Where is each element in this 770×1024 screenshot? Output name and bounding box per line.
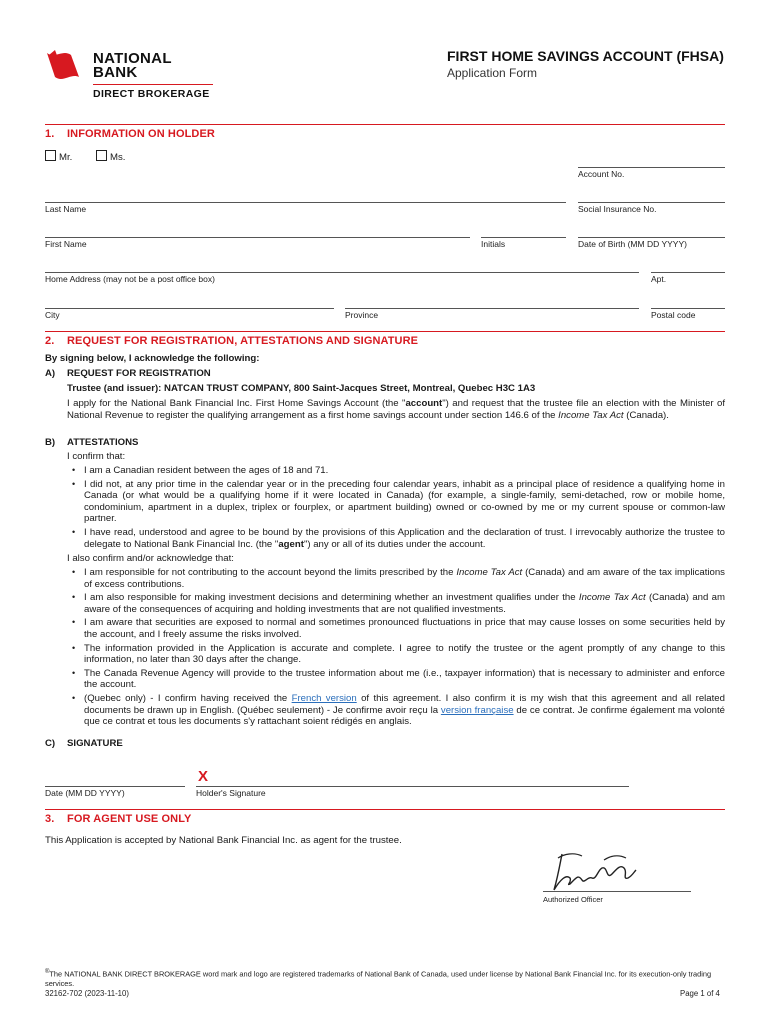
sin-label: Social Insurance No. bbox=[578, 204, 657, 214]
last-name-field[interactable] bbox=[45, 202, 566, 203]
postal-code-label: Postal code bbox=[651, 310, 696, 320]
section2-heading: 2. REQUEST FOR REGISTRATION, ATTESTATIONS AND SIGNATURE bbox=[45, 335, 419, 347]
home-address-label: Home Address (may not be a post office box) bbox=[45, 274, 215, 284]
section3-text: This Application is accepted by National Bank Financial Inc. as agent for the trustee. bbox=[45, 835, 402, 846]
section2-intro: By signing below, I acknowledge the following: bbox=[45, 353, 260, 364]
trademark-note: ®The NATIONAL BANK DIRECT BROKERAGE word mark and logo are registered trademarks of National Bank of Canada, used under license by National Bank Financial Inc. for its execution-only trading services. bbox=[45, 969, 712, 988]
account-no-label: Account No. bbox=[578, 169, 625, 179]
item-b-letter: B) bbox=[45, 437, 56, 448]
province-label: Province bbox=[345, 310, 379, 320]
dob-label: Date of Birth (MM DD YYYY) bbox=[578, 239, 687, 249]
officer-signature-image bbox=[548, 850, 638, 895]
section3-rule bbox=[45, 809, 725, 810]
also-intro: I also confirm and/or acknowledge that: bbox=[67, 553, 234, 564]
list-item: • I am also responsible for making investment decisions and determining whether an investment qualifies under the Income Tax Act (Canada) and am aware of the consequences of acquiring and holding investments that are not qualified investments. bbox=[67, 592, 725, 615]
item-a-title: REQUEST FOR REGISTRATION bbox=[67, 368, 211, 379]
sin-field[interactable] bbox=[578, 202, 725, 203]
attestations-list-1 bbox=[67, 465, 725, 552]
logo-subline: DIRECT BROKERAGE bbox=[93, 88, 210, 100]
province-field[interactable] bbox=[345, 308, 639, 309]
list-item: • I did not, at any prior time in the calendar year or in the preceding four calendar years, inhabit as a principal place of residence a qualifying home in Canada (or what would be a qualifying home if it were located in Canada) (for example, a single-family, semi-detached, row or mobile home, condominium, apartment in a duplex, triplex or fourplex, or apartment building) owned or co-owned by me or my current spouse or common-law partner. bbox=[67, 479, 725, 525]
first-name-label: First Name bbox=[45, 239, 87, 249]
list-item: • I am aware that securities are exposed to normal and sometimes pronounced fluctuations in price that may cause losses on some securities held by the account, and I freely assume the risks involved. bbox=[67, 617, 725, 640]
initials-label: Initials bbox=[481, 239, 506, 249]
date-label: Date (MM DD YYYY) bbox=[45, 788, 125, 798]
account-no-field[interactable] bbox=[578, 167, 725, 168]
form-title: FIRST HOME SAVINGS ACCOUNT (FHSA) bbox=[447, 48, 724, 64]
section3-heading: 3. FOR AGENT USE ONLY bbox=[45, 813, 192, 825]
bank-name-line1: NATIONAL bbox=[93, 50, 172, 67]
section1-heading: 1. INFORMATION ON HOLDER bbox=[45, 128, 215, 140]
bank-flag-icon bbox=[45, 47, 85, 85]
logo-divider bbox=[93, 84, 213, 85]
list-item: • The Canada Revenue Agency will provide to the trustee information about me (i.e., taxpayer information) that is necessary to administer and enforce the account. bbox=[67, 668, 725, 691]
holder-signature-label: Holder's Signature bbox=[196, 788, 266, 798]
apt-field[interactable] bbox=[651, 272, 725, 273]
confirm-intro: I confirm that: bbox=[67, 451, 126, 462]
dob-field[interactable] bbox=[578, 237, 725, 238]
initials-field[interactable] bbox=[481, 237, 566, 238]
signature-x-mark: X bbox=[198, 768, 209, 785]
city-label: City bbox=[45, 310, 60, 320]
city-field[interactable] bbox=[45, 308, 334, 309]
date-field[interactable] bbox=[45, 786, 185, 787]
item-c-title: SIGNATURE bbox=[67, 738, 123, 749]
item-c-letter: C) bbox=[45, 738, 56, 749]
trustee-line: Trustee (and issuer): NATCAN TRUST COMPANY, 800 Saint-Jacques Street, Montreal, Quebec H3C 1A3 bbox=[67, 383, 536, 394]
ms-checkbox[interactable] bbox=[96, 150, 107, 161]
section2-rule bbox=[45, 331, 725, 332]
title-mr-option[interactable] bbox=[45, 150, 72, 163]
postal-code-field[interactable] bbox=[651, 308, 725, 309]
version-francaise-link[interactable]: version française bbox=[440, 704, 514, 716]
holder-signature-field[interactable] bbox=[196, 786, 629, 787]
first-name-field[interactable] bbox=[45, 237, 470, 238]
home-address-field[interactable] bbox=[45, 272, 639, 273]
french-version-link[interactable]: French version bbox=[291, 692, 357, 704]
ms-label: Ms. bbox=[110, 152, 126, 163]
item-a-letter: A) bbox=[45, 368, 56, 379]
last-name-label: Last Name bbox=[45, 204, 87, 214]
title-ms-option[interactable] bbox=[96, 150, 125, 163]
item-b-title: ATTESTATIONS bbox=[67, 437, 139, 448]
logo bbox=[45, 47, 215, 105]
list-item: • The information provided in the Application is accurate and complete. I agree to notify the trustee or the agent promptly of any change to this information, no later than 30 days after the change. bbox=[67, 643, 725, 666]
officer-label: Authorized Officer bbox=[543, 895, 603, 904]
apt-label: Apt. bbox=[651, 274, 667, 284]
list-item: • I am a Canadian resident between the ages of 18 and 71. bbox=[67, 465, 725, 477]
item-a-text: I apply for the National Bank Financial Inc. First Home Savings Account (the "account") and request that the trustee file an election with the Minister of National Revenue to register the qualifying arrangement as a first home savings account under section 146.6 of the Income Tax Act (Canada). bbox=[67, 398, 725, 421]
list-item: • I am responsible for not contributing to the account beyond the limits prescribed by the Income Tax Act (Canada) and am aware of the tax implications of excess contributions. bbox=[67, 567, 725, 590]
form-subtitle: Application Form bbox=[447, 66, 538, 80]
mr-checkbox[interactable] bbox=[45, 150, 56, 161]
form-code: 32162-702 (2023-11-10) bbox=[45, 989, 129, 998]
section1-rule bbox=[45, 124, 725, 125]
officer-signature-field[interactable] bbox=[543, 891, 691, 892]
list-item: • I have read, understood and agree to be bound by the provisions of this Application and the declaration of trust. I irrevocably authorize the trustee to delegate to National Bank Financial Inc. (the "agent") any or all of its duties under the account. bbox=[67, 527, 725, 550]
mr-label: Mr. bbox=[59, 152, 73, 163]
list-item: • (Quebec only) - I confirm having received the French version of this agreement. I also confirm it is my wish that this agreement and all related documents be drawn up in English. (Québec seulement) - Je confirme avoir reçu la version française de ce contrat. Je confirme également ma volonté que ce contrat et tous les documents s'y rattachant soient rédigés en anglais. bbox=[67, 693, 725, 728]
attestations-list-2 bbox=[67, 567, 725, 730]
bank-name-line2: BANK bbox=[93, 64, 138, 81]
page-number: Page 1 of 4 bbox=[680, 989, 720, 998]
